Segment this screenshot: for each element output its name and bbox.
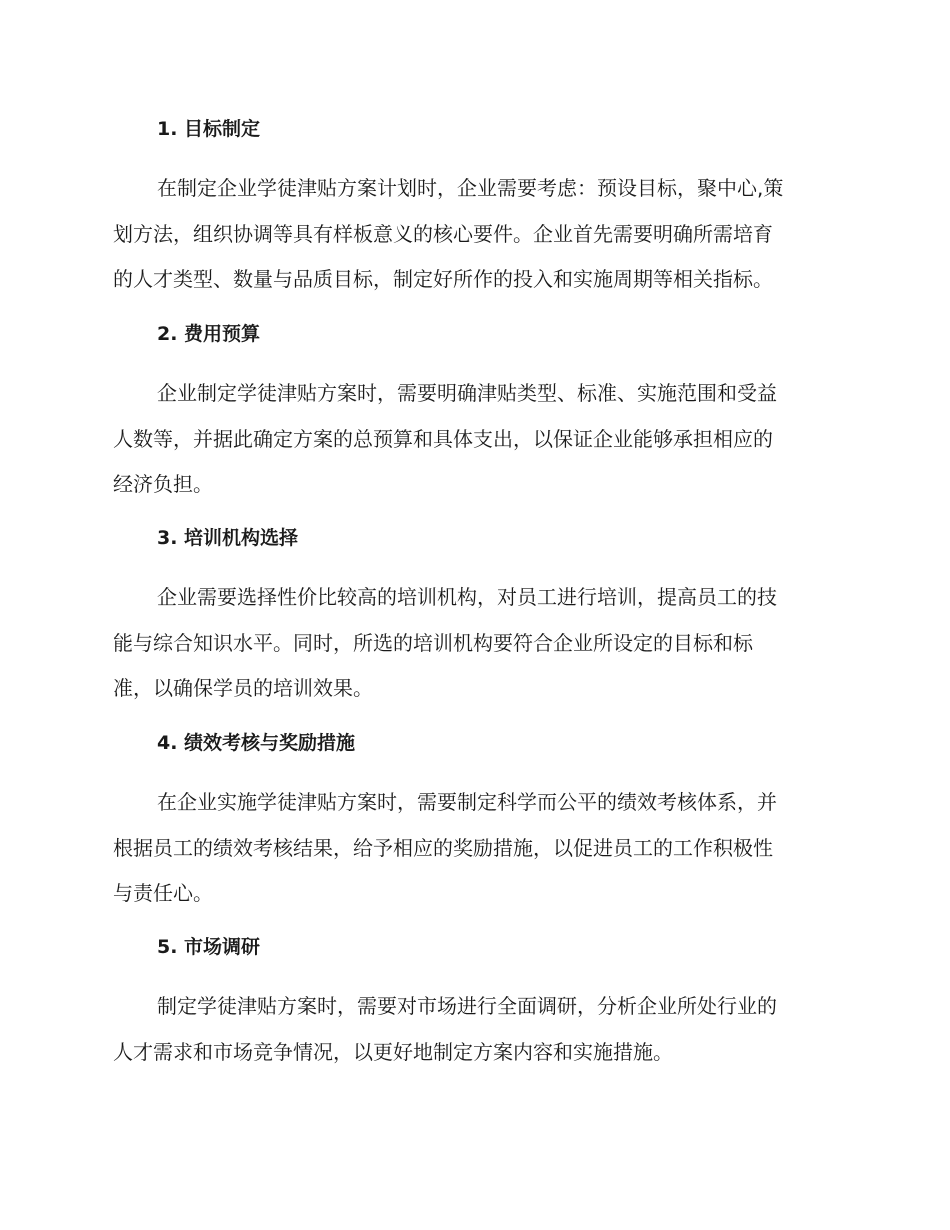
- paragraph-line: 划方法，组织协调等具有样板意义的核心要件。企业首先需要明确所需培育: [113, 221, 773, 246]
- paragraph-line: 的人才类型、数量与品质目标，制定好所作的投入和实施周期等相关指标。: [113, 267, 773, 291]
- paragraph-line: 准，以确保学员的培训效果。: [113, 676, 373, 700]
- section-training-institution: [113, 524, 833, 712]
- section-paragraph: [113, 780, 833, 917]
- paragraph-line: 在制定企业学徒津贴方案计划时，企业需要考虑：预设目标，聚中心,策: [157, 176, 784, 200]
- section-goal-setting: [113, 115, 833, 303]
- paragraph-line: 企业制定学徒津贴方案时，需要明确津贴类型、标准、实施范围和受益: [157, 381, 777, 405]
- section-paragraph: [113, 371, 833, 508]
- section-performance-rewards: [113, 729, 833, 917]
- paragraph-line: 人才需求和市场竞争情况，以更好地制定方案内容和实施措施。: [113, 1039, 673, 1064]
- section-budget: [113, 320, 833, 508]
- section-heading: 3. 培训机构选择: [157, 527, 299, 549]
- section-paragraph: [113, 166, 833, 303]
- paragraph-line: 能与综合知识水平。同时，所选的培训机构要符合企业所设定的目标和标: [113, 630, 753, 655]
- paragraph-line: 人数等，并据此确定方案的总预算和具体支出，以保证企业能够承担相应的: [113, 426, 773, 451]
- section-market-research: [113, 933, 833, 1075]
- section-heading: 1. 目标制定: [157, 118, 261, 140]
- paragraph-line: 制定学徒津贴方案时，需要对市场进行全面调研，分析企业所处行业的: [157, 994, 777, 1018]
- section-paragraph: [113, 575, 833, 712]
- section-heading: 4. 绩效考核与奖励措施: [157, 732, 356, 754]
- section-heading: 5. 市场调研: [157, 936, 261, 958]
- paragraph-line: 在企业实施学徒津贴方案时，需要制定科学而公平的绩效考核体系，并: [157, 790, 777, 814]
- paragraph-line: 经济负担。: [113, 472, 213, 496]
- paragraph-line: 根据员工的绩效考核结果，给予相应的奖励措施，以促进员工的工作积极性: [113, 835, 773, 860]
- section-paragraph: [113, 984, 833, 1075]
- paragraph-line: 企业需要选择性价比较高的培训机构，对员工进行培训，提高员工的技: [157, 585, 777, 609]
- section-heading: 2. 费用预算: [157, 323, 261, 345]
- paragraph-line: 与责任心。: [113, 881, 213, 905]
